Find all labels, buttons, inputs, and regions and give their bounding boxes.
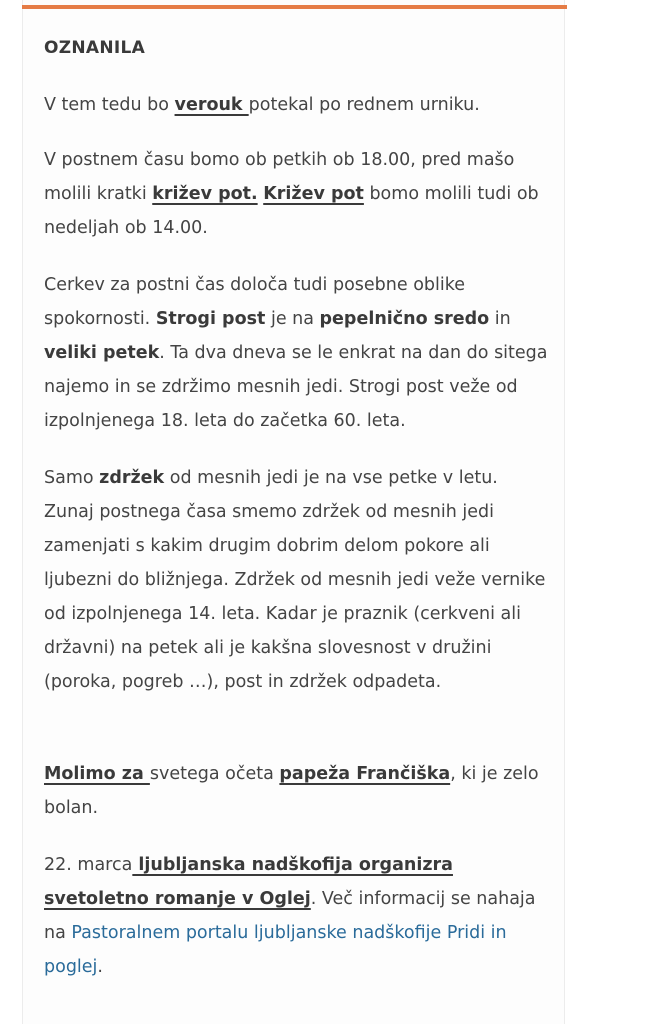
text: Samo [44, 468, 100, 488]
text: od mesnih jedi je na vse petke v letu. Zunaj postnega časa smemo zdržek od mesnih jedi zamenjati s kakim drugim dobrim delom pokore ali ljubezni do bližnjega. Zdržek od mesnih jedi veže vernike od izpolnjenega 14. leta. Kadar je praznik (cerkveni ali državni) na petek ali je kakšna slovesnost v družini (poroka, pogreb …), post in zdržek odpadeta. [44, 468, 546, 692]
papeza-link[interactable]: papeža Frančiška [279, 764, 451, 784]
text: svetega očeta [149, 764, 280, 784]
text: V postnem času bomo ob petkih ob 18.00, pred mašo molili kratki [44, 150, 515, 204]
text: . [97, 957, 103, 977]
portal-link[interactable]: Pastoralnem portalu ljubljanske nadškofije Pridi in poglej [44, 923, 507, 977]
paragraph-verouk [44, 88, 549, 122]
bold-strogi-post: Strogi post [155, 309, 266, 329]
text: potekal po rednem urniku. [248, 95, 480, 115]
krizev-pot-link[interactable]: križev pot. [152, 184, 258, 204]
text: . Več informacij se nahaja na [44, 889, 536, 943]
krizev-pot-link-2[interactable]: Križev pot [263, 184, 364, 204]
bold-veliki-petek: veliki petek [44, 343, 160, 363]
text: . Ta dva dneva se le enkrat na dan do sitega najemo in se zdržimo mesnih jedi. Strogi post veže od izpolnjenega 18. leta do začetka 60. leta. [44, 343, 548, 431]
bold-pepelnicna-sreda: pepelnično sredo [319, 309, 490, 329]
accent-bar [22, 5, 567, 9]
paragraph-molimo [44, 757, 549, 825]
paragraph-zdrzek [44, 461, 549, 699]
text: , ki je zelo bolan. [44, 764, 539, 818]
text: in [489, 309, 511, 329]
paragraph-krizev-pot [44, 143, 549, 245]
verouk-link[interactable]: verouk [174, 95, 249, 115]
text: bomo molili tudi ob nedeljah ob 14.00. [44, 184, 539, 238]
bold-zdrzek: zdržek [99, 468, 165, 488]
text: Cerkev za postni čas določa tudi posebne oblike spokornosti. [44, 275, 466, 329]
nadskofija-link[interactable]: ljubljanska nadškofija organizra svetoletno romanje v Oglej [44, 855, 453, 909]
paragraph-romanje [44, 848, 549, 984]
text: je na [265, 309, 320, 329]
section-heading: OZNANILA [44, 38, 146, 58]
text: 22. marca [44, 855, 133, 875]
paragraph-strogi-post [44, 268, 549, 438]
molimo-link[interactable]: Molimo za [44, 764, 150, 784]
text: V tem tedu bo [44, 95, 175, 115]
